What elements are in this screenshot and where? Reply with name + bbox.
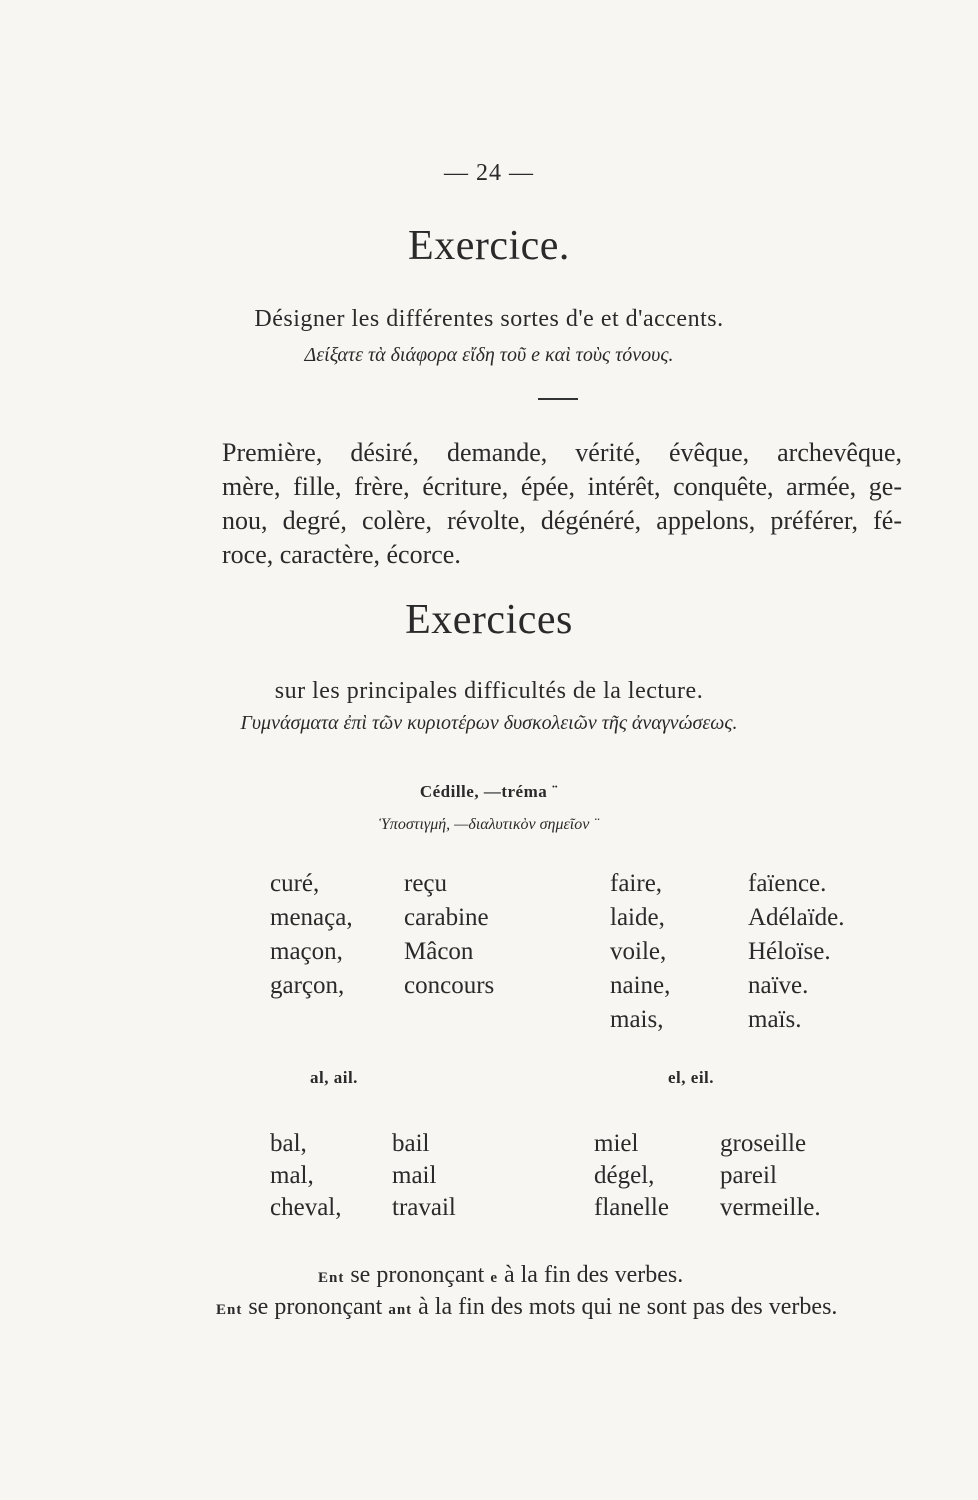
word-trema-col4: faïence. xyxy=(748,870,827,897)
exercises-subtitle-fr: sur les principales difficultés de la lecture. xyxy=(274,678,704,704)
cedille-trema-heading-greek: Ὑποστιγμή, —διαλυτικὸν σημεῖον ¨ xyxy=(379,816,599,833)
al-ail-heading: al, ail. xyxy=(310,1068,358,1087)
word-cedille-col2: Mâcon xyxy=(404,938,474,965)
rule-lead: Ent xyxy=(318,1270,345,1286)
word-trema-col4: maïs. xyxy=(748,1006,802,1033)
rule-text: à la fin des verbes. xyxy=(503,1262,684,1288)
word-cedille-col1: curé, xyxy=(270,870,320,897)
word-eil-col2: groseille xyxy=(720,1130,807,1157)
rule-text: se prononçant xyxy=(248,1294,383,1320)
word-trema-col3: naine, xyxy=(610,972,671,999)
separator-dash xyxy=(538,398,578,400)
exercise-word-paragraph xyxy=(222,436,902,572)
word-cedille-col2: carabine xyxy=(404,904,489,931)
word-al-col1: mal, xyxy=(270,1162,314,1189)
word-cedille-col2: reçu xyxy=(404,870,448,897)
rule-ent-non-verbs xyxy=(216,1294,837,1321)
word-trema-col3: faire, xyxy=(610,870,663,897)
word-cedille-col1: maçon, xyxy=(270,938,343,965)
rule-text: à la fin des mots qui ne sont pas des verbes. xyxy=(418,1294,838,1320)
word-el-col1: dégel, xyxy=(594,1162,655,1189)
word-ail-col2: bail xyxy=(392,1130,430,1157)
page-number: — 24 — xyxy=(444,160,534,186)
word-trema-col4: naïve. xyxy=(748,972,809,999)
exercise-title: Exercice. xyxy=(408,223,570,269)
word-eil-col2: vermeille. xyxy=(720,1194,821,1221)
word-trema-col4: Héloïse. xyxy=(748,938,831,965)
paragraph-line: Première, désiré, demande, vérité, évêque, archevêque, xyxy=(222,438,902,467)
word-cedille-col2: concours xyxy=(404,972,495,999)
word-trema-col3: laide, xyxy=(610,904,665,931)
rule-lead: Ent xyxy=(216,1302,243,1318)
exercises-subtitle-greek: Γυμνάσματα ἐπὶ τῶν κυριοτέρων δυσκολειῶν τῆς ἀναγνώσεως. xyxy=(240,712,738,734)
word-eil-col2: pareil xyxy=(720,1162,777,1189)
exercise-instruction-greek: Δείξατε τὰ διάφορα εἴδη τοῦ e καὶ τοὺς τόνους. xyxy=(304,344,674,366)
paragraph-line: roce, caractère, écorce. xyxy=(222,540,461,569)
word-trema-col3: voile, xyxy=(610,938,667,965)
word-trema-col3: mais, xyxy=(610,1006,664,1033)
rule-text: se prononçant xyxy=(350,1262,485,1288)
word-ail-col2: mail xyxy=(392,1162,437,1189)
rule-ent-verbs xyxy=(318,1262,683,1289)
exercise-instruction-fr: Désigner les différentes sortes d'e et d'accents. xyxy=(254,306,724,332)
cedille-trema-heading: Cédille, —tréma ¨ xyxy=(419,782,559,801)
word-trema-col4: Adélaïde. xyxy=(748,904,845,931)
word-al-col1: bal, xyxy=(270,1130,307,1157)
rule-mark: e xyxy=(490,1270,498,1286)
el-eil-heading: el, eil. xyxy=(668,1068,715,1087)
word-el-col1: miel xyxy=(594,1130,639,1157)
word-ail-col2: travail xyxy=(392,1194,456,1221)
paragraph-line: mère, fille, frère, écriture, épée, intérêt, conquête, armée, ge- xyxy=(222,472,902,501)
word-al-col1: cheval, xyxy=(270,1194,342,1221)
word-cedille-col1: menaça, xyxy=(270,904,353,931)
paragraph-line: nou, degré, colère, révolte, dégénéré, appelons, préférer, fé- xyxy=(222,506,902,535)
word-el-col1: flanelle xyxy=(594,1194,669,1221)
exercises-title: Exercices xyxy=(405,597,573,643)
rule-mark: ant xyxy=(388,1302,413,1318)
word-cedille-col1: garçon, xyxy=(270,972,345,999)
